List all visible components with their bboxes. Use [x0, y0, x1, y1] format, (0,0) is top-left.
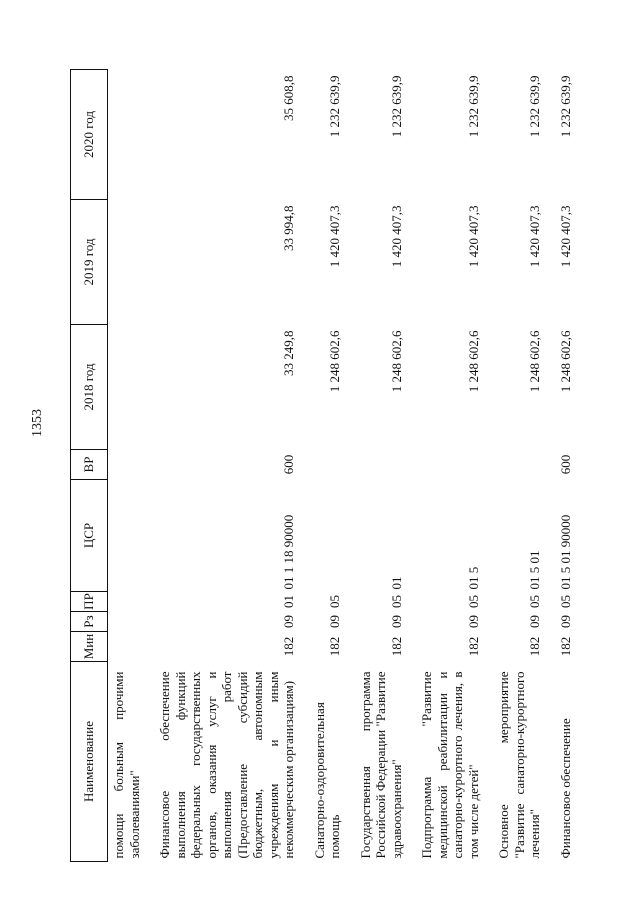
table-row — [108, 70, 158, 862]
row-vr — [496, 450, 558, 480]
row-min: 182 — [557, 636, 573, 657]
row-amount-2019: 1 420 407,3 — [327, 205, 342, 268]
row-min: 182 — [281, 636, 296, 657]
header-pr: ПР — [71, 592, 108, 612]
row-amount-2018 — [108, 325, 158, 450]
row-csr — [312, 480, 358, 592]
row-amount-2019: 33 994,8 — [281, 205, 296, 251]
row-pr: 05 — [557, 595, 573, 608]
header-2018: 2018 год — [71, 325, 108, 450]
header-vr: ВР — [71, 450, 108, 480]
row-vr — [419, 450, 496, 480]
table-row — [496, 70, 558, 862]
row-amount-2019: 1 420 407,3 — [388, 205, 404, 268]
row-amount-2020: 1 232 639,9 — [327, 75, 342, 138]
row-amount-2018: 1 248 602,6 — [388, 330, 404, 393]
page-number: 1353 — [30, 409, 45, 437]
table-row — [358, 70, 420, 862]
header-name: Наименование — [71, 662, 108, 862]
row-vr: 600 — [281, 454, 296, 475]
row-csr: 01 5 01 — [527, 550, 542, 590]
rotated-table-page — [70, 70, 598, 862]
row-pr: 05 — [327, 595, 342, 608]
row-vr — [358, 450, 420, 480]
row-name: Финансовое обеспечение выполнения функций федеральных государственных органов, оказания услуг и выполнения работ (Предоставление субсидий бюджетным, автономным учреждениям и иным некоммерческим организациям) — [157, 671, 296, 859]
row-rz: 09 — [281, 615, 296, 628]
table-row — [157, 70, 312, 862]
header-2019: 2019 год — [71, 200, 108, 325]
row-vr — [312, 450, 358, 480]
row-min: 182 — [388, 636, 404, 657]
row-csr: 01 5 — [465, 566, 481, 590]
row-vr: 600 — [557, 454, 573, 475]
row-pr: 05 — [388, 595, 404, 608]
table-row — [419, 70, 496, 862]
row-amount-2018: 33 249,8 — [281, 330, 296, 376]
table-row — [558, 70, 589, 862]
row-name: Подпрограмма "Развитие медицинской реабилитации и санаторно-курортного лечения, в том числе детей" — [419, 671, 481, 859]
row-vr — [108, 450, 158, 480]
row-amount-2020: 1 232 639,9 — [527, 75, 542, 138]
row-name: помощи больным прочими заболеваниями" — [111, 671, 142, 859]
row-rz: 09 — [527, 615, 542, 628]
row-pr — [108, 592, 158, 612]
table-row — [312, 70, 358, 862]
row-amount-2020 — [108, 70, 158, 200]
row-amount-2019: 1 420 407,3 — [557, 205, 573, 268]
row-name: Финансовое обеспечение — [557, 718, 573, 859]
row-pr: 05 — [465, 595, 481, 608]
header-rz: Рз — [71, 612, 108, 632]
row-amount-2020: 1 232 639,9 — [557, 75, 573, 138]
header-2020: 2020 год — [71, 70, 108, 200]
row-amount-2019: 1 420 407,3 — [527, 205, 542, 268]
table-body — [108, 70, 589, 862]
row-csr: 01 — [388, 576, 404, 590]
row-rz: 09 — [465, 615, 481, 628]
row-amount-2019: 1 420 407,3 — [465, 205, 481, 268]
row-name: Основное мероприятие "Развитие санаторно-курортного лечения" — [496, 671, 542, 859]
row-rz: 09 — [327, 615, 342, 628]
row-amount-2020: 1 232 639,9 — [465, 75, 481, 138]
row-amount-2020: 35 608,8 — [281, 75, 296, 121]
row-pr: 05 — [527, 595, 542, 608]
row-name: Государственная программа Российской Федерации "Развитие здравоохранения" — [357, 671, 404, 859]
row-min — [108, 632, 158, 662]
row-amount-2019 — [108, 200, 158, 325]
row-csr: 01 5 01 90000 — [557, 514, 573, 590]
row-amount-2020: 1 232 639,9 — [388, 75, 404, 138]
row-csr — [108, 480, 158, 592]
row-amount-2018: 1 248 602,6 — [557, 330, 573, 393]
row-min: 182 — [327, 636, 342, 657]
header-csr: ЦСР — [71, 480, 108, 592]
row-rz — [108, 612, 158, 632]
row-csr: 01 1 18 90000 — [281, 514, 296, 590]
row-rz: 09 — [557, 615, 573, 628]
row-name: Санаторно-оздоровительная помощь — [311, 702, 342, 859]
row-amount-2018: 1 248 602,6 — [327, 330, 342, 393]
row-amount-2018: 1 248 602,6 — [527, 330, 542, 393]
budget-table — [70, 69, 588, 862]
header-min: Мин — [71, 632, 108, 662]
row-amount-2018: 1 248 602,6 — [465, 330, 481, 393]
row-min: 182 — [465, 636, 481, 657]
row-rz: 09 — [388, 615, 404, 628]
row-pr: 01 — [281, 595, 296, 608]
row-min: 182 — [527, 636, 542, 657]
table-header-row — [71, 70, 108, 862]
